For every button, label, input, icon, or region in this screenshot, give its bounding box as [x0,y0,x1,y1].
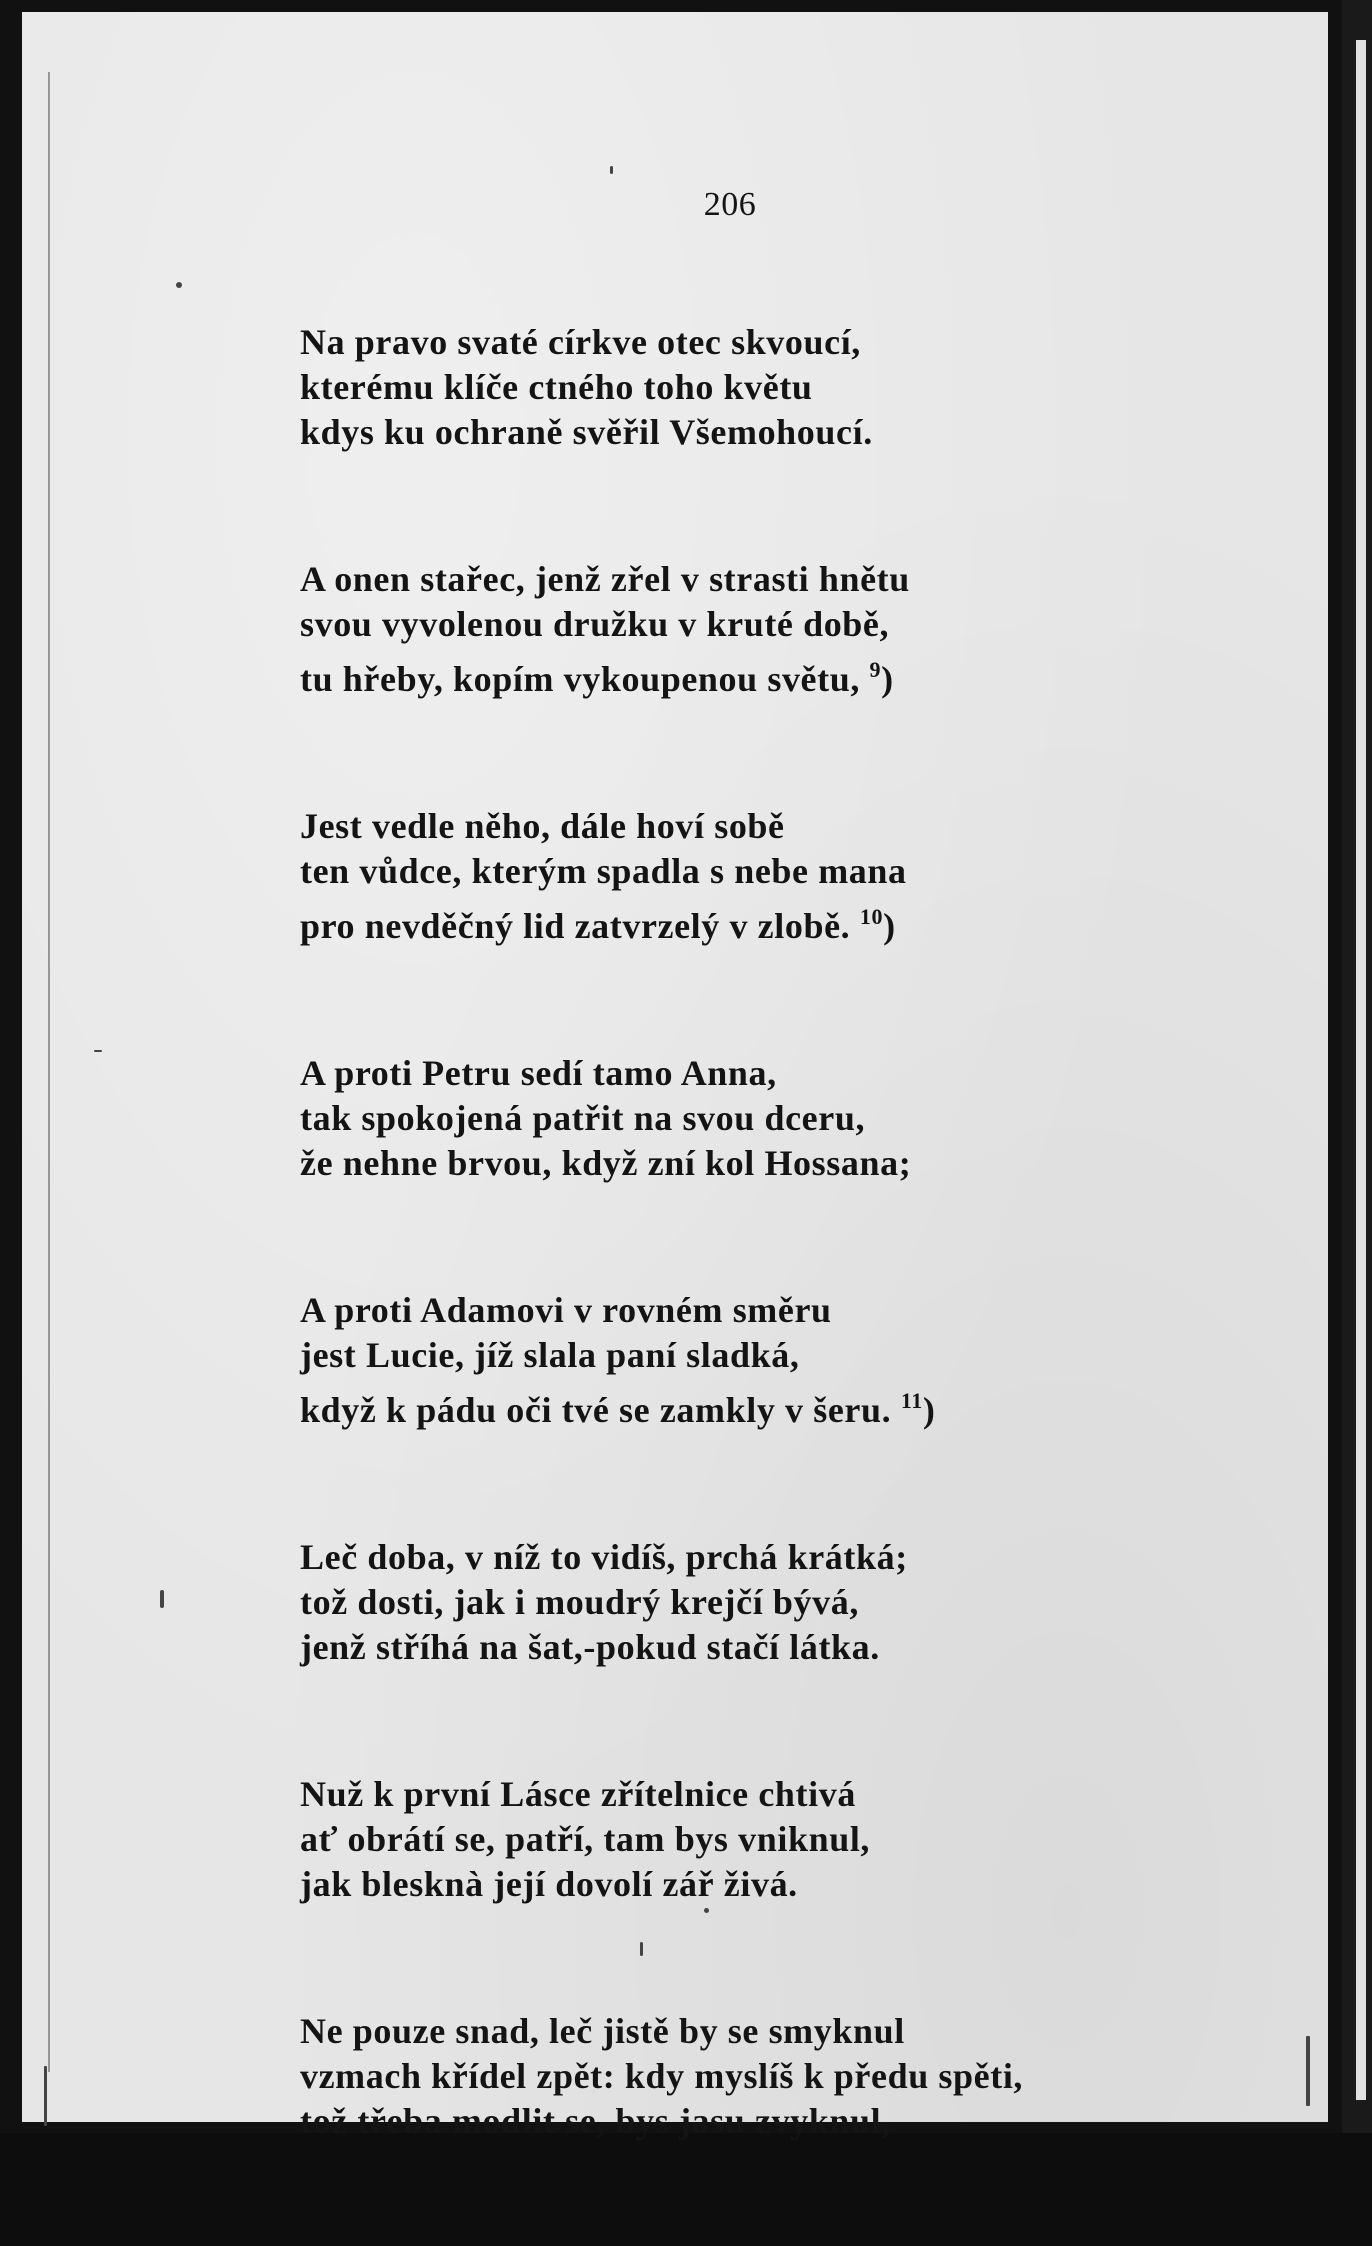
adjacent-page-sliver [1356,40,1366,2100]
verse-text: tak spokojená patřit na svou dceru, [300,1098,866,1138]
verse-line [300,602,1200,647]
verse-line [300,2099,1200,2144]
verse-text: ten vůdce, kterým spadla s nebe mana [300,851,907,891]
verse-line [300,1817,1200,1862]
scan-speck [610,166,613,174]
verse-line [300,2054,1200,2099]
verse-text: kdys ku ochraně svěřil Všemohoucí. [300,412,873,452]
verse-line [300,1535,1200,1580]
verse-text: že nehne brvou, když zní kol Hossana; [300,1143,912,1183]
verse-line [300,1333,1200,1378]
verse-line [300,804,1200,849]
verse-text: Leč doba, v níž to vidíš, prchá krátká; [300,1537,908,1577]
footnote-bracket: ) [922,1390,936,1430]
footnote-marker: 9 [869,657,882,682]
stanza [300,557,1200,702]
verse-line [300,1096,1200,1141]
verse-text: A proti Adamovi v rovném směru [300,1290,832,1330]
footnote-marker: 11 [900,1388,923,1413]
scan-speck [94,1050,102,1052]
verse-text: tu hřeby, kopím vykoupenou světu, [300,659,870,699]
verse-text: kterému klíče ctného toho květu [300,367,813,407]
scan-speck [1306,2036,1310,2106]
verse-line [300,557,1200,602]
stanza [300,2009,1200,2144]
verse-line [300,849,1200,894]
adjacent-page-edge [1342,0,1372,2133]
poem-text [300,320,1200,2246]
verse-line [300,1625,1200,1670]
footnote-marker: 10 [859,904,884,929]
verse-line [300,894,1200,949]
verse-line [300,1141,1200,1186]
scan-speck [160,1590,164,1608]
scan-speck [640,1942,643,1956]
verse-line [300,1378,1200,1433]
verse-line [300,647,1200,702]
verse-line [300,365,1200,410]
page-number: 206 [703,186,757,223]
verse-text: A proti Petru sedí tamo Anna, [300,1053,777,1093]
scan-speck [44,2066,47,2126]
verse-text: ať obrátí se, patří, tam bys vniknul, [300,1819,871,1859]
verse-text: tož třeba modlit se, bys jasu zvyknul, [300,2101,891,2141]
verse-text: jenž stříhá na šat,-pokud stačí látka. [300,1627,880,1667]
verse-text: pro nevděčný lid zatvrzelý v zlobě. [300,906,860,946]
verse-line [300,1772,1200,1817]
verse-text: když k pádu oči tvé se zamkly v šeru. [300,1390,901,1430]
stanza [300,1772,1200,1907]
stanza [300,1288,1200,1433]
footnote-bracket: ) [883,906,896,946]
verse-line [300,410,1200,455]
stanza [300,1535,1200,1670]
verse-text: tož dosti, jak i moudrý krejčí bývá, [300,1582,859,1622]
verse-line [300,1862,1200,1907]
verse-text: jak blesknà její dovolí zář živá. [300,1864,798,1904]
verse-text: svou vyvolenou družku v kruté době, [300,604,890,644]
verse-line [300,320,1200,365]
verse-line [300,1580,1200,1625]
verse-text: jest Lucie, jíž slala paní sladká, [300,1335,800,1375]
verse-text: vzmach křídel zpět: kdy myslíš k předu spěti, [300,2056,1024,2096]
verse-text: Nuž k první Lásce zřítelnice chtivá [300,1774,856,1814]
stanza [300,320,1200,455]
verse-line [300,2009,1200,2054]
verse-text: A onen stařec, jenž zřel v strasti hnětu [300,559,910,599]
verse-line [300,1051,1200,1096]
verse-text: Na pravo svaté církve otec skvoucí, [300,322,861,362]
stanza [300,804,1200,949]
footnote-bracket: ) [881,659,894,699]
stanza [300,1051,1200,1186]
verse-text: Ne pouze snad, leč jistě by se smyknul [300,2011,905,2051]
verse-line [300,1288,1200,1333]
verse-text: Jest vedle něho, dále hoví sobě [300,806,785,846]
page-edge-shadow [48,72,50,2072]
scan-speck [704,1908,709,1913]
scan-speck [176,282,182,288]
